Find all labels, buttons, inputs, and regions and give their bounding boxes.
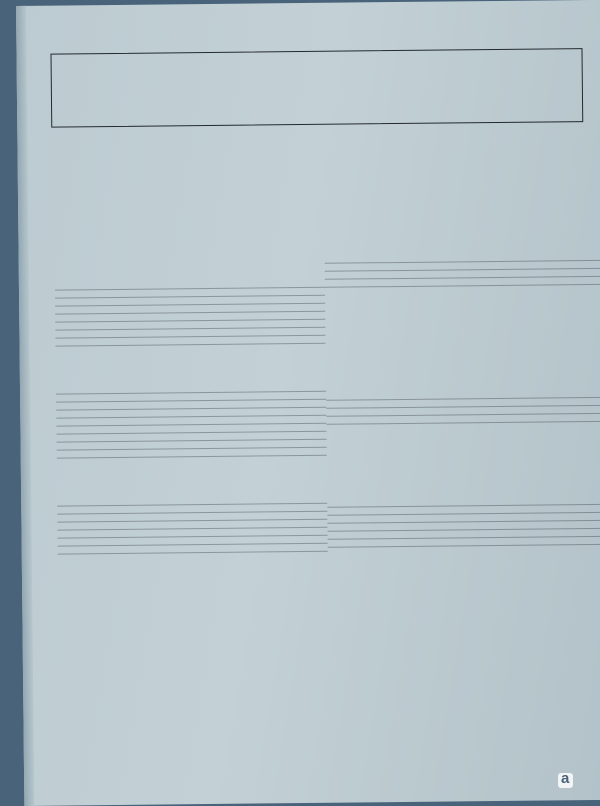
dictionary-page	[16, 0, 600, 806]
page-spine-shadow	[16, 6, 34, 806]
section-paragraph	[56, 371, 326, 386]
example-headword	[326, 342, 600, 358]
example-headword	[58, 574, 328, 590]
watermark	[558, 773, 578, 788]
example-headword	[326, 429, 600, 445]
section-paragraph	[326, 377, 600, 392]
example-headword	[58, 589, 328, 605]
continuation-paragraph	[324, 240, 600, 255]
section-heading-entry-structure	[57, 463, 327, 480]
illegible-text-lines	[327, 504, 600, 548]
headword-definition	[327, 444, 600, 459]
headword-definition	[328, 587, 600, 602]
illegible-text-lines	[325, 260, 600, 288]
headword-definition	[327, 464, 600, 479]
illegible-text-lines	[57, 503, 327, 555]
headword-definition	[325, 322, 600, 337]
illegible-text-lines	[55, 287, 326, 347]
illegible-text-lines	[326, 397, 600, 425]
example-headword	[58, 559, 328, 575]
headword-definition	[327, 484, 600, 499]
section-paragraph	[55, 267, 325, 282]
example-headword	[328, 572, 600, 588]
section-heading-structure	[56, 351, 326, 368]
section-paragraph	[57, 483, 327, 498]
example-headword	[325, 307, 600, 323]
section-paragraph	[328, 552, 600, 567]
illegible-text-lines	[56, 391, 327, 459]
section-paragraph	[58, 604, 328, 619]
left-column	[55, 243, 329, 627]
right-column	[324, 240, 600, 610]
headword-definition	[326, 357, 600, 372]
page-title	[52, 64, 582, 70]
example-headword	[325, 292, 600, 308]
section-heading-composition	[55, 247, 325, 264]
watermark-logo-icon	[558, 773, 573, 788]
title-frame	[51, 48, 584, 128]
